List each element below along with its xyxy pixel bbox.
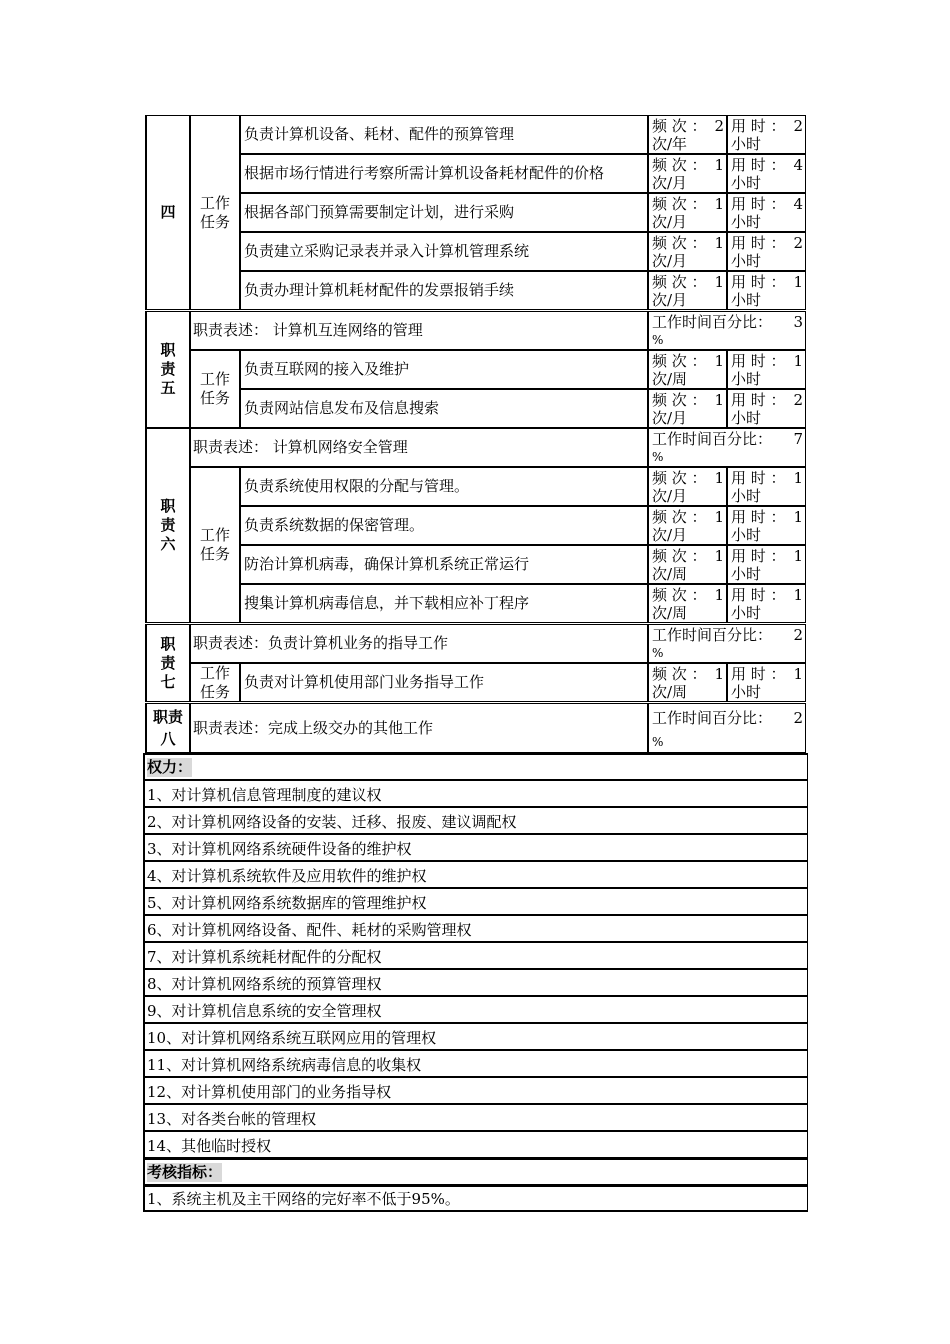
time-line [731, 586, 803, 604]
time-line [731, 469, 803, 487]
task-text: 防治计算机病毒，确保计算机系统正常运行 [244, 555, 530, 573]
assessment-item [143, 1185, 808, 1212]
time-unit: 小时 [731, 683, 762, 701]
freq-line [652, 665, 724, 683]
duty-number-cell [145, 311, 190, 428]
power-item [143, 1023, 808, 1050]
freq-label: 频 次 ： [652, 195, 707, 213]
duty-number-cell [145, 428, 190, 623]
percent-line [652, 626, 803, 644]
power-item [143, 969, 808, 996]
time-line [731, 665, 803, 683]
duty-statement [190, 311, 648, 350]
percent-unit: % [652, 333, 664, 347]
task-text: 负责办理计算机耗材配件的发票报销手续 [244, 281, 515, 299]
power-item-text: 8、对计算机网络系统的预算管理权 [147, 975, 382, 993]
freq-value: 1 [714, 665, 724, 683]
work-time-percent [648, 624, 806, 663]
time-value: 1 [793, 273, 803, 291]
freq-line [652, 547, 724, 565]
time-line [731, 352, 803, 370]
time-label: 用 时 ： [731, 273, 786, 291]
power-item [143, 996, 808, 1023]
task-frequency [648, 506, 727, 545]
assessment-heading: 考核指标： [147, 1162, 223, 1181]
time-value: 4 [793, 195, 803, 213]
task-description [240, 545, 648, 584]
time-line [731, 234, 803, 252]
duty-statement-text: 职责表述：完成上级交办的其他工作 [193, 718, 434, 737]
time-value: 2 [793, 117, 803, 135]
freq-line [652, 195, 724, 213]
task-description [240, 232, 648, 271]
power-item-text: 5、对计算机网络系统数据库的管理维护权 [147, 894, 427, 912]
power-item-text: 3、对计算机网络系统硬件设备的维护权 [147, 840, 412, 858]
freq-label: 频 次 ： [652, 234, 707, 252]
power-item [143, 1104, 808, 1131]
percent-label: 工作时间百分比： [652, 430, 773, 448]
power-item-text: 2、对计算机网络设备的安装、迁移、报废、建议调配权 [147, 813, 517, 831]
task-frequency [648, 232, 727, 271]
time-unit: 小时 [731, 370, 762, 388]
task-description [240, 506, 648, 545]
time-line [731, 391, 803, 409]
time-value: 1 [793, 586, 803, 604]
freq-line [652, 469, 724, 487]
percent-line [652, 430, 803, 448]
time-unit: 小时 [731, 409, 762, 427]
freq-value: 1 [714, 195, 724, 213]
time-unit: 小时 [731, 213, 762, 231]
task-description [240, 271, 648, 310]
freq-unit: 次/月 [652, 487, 688, 505]
task-description [240, 193, 648, 232]
duty-number-cell [145, 115, 190, 310]
work-time-percent [648, 703, 806, 753]
time-label: 用 时 ： [731, 117, 786, 135]
task-description [240, 350, 648, 389]
freq-unit: 次/月 [652, 252, 688, 270]
freq-label: 频 次 ： [652, 391, 707, 409]
task-frequency [648, 350, 727, 389]
power-item-text: 1、对计算机信息管理制度的建议权 [147, 786, 382, 804]
time-value: 1 [793, 547, 803, 565]
task-description [240, 154, 648, 193]
duty-number-cell [145, 624, 190, 702]
powers-heading: 权力： [147, 757, 193, 776]
task-description [240, 115, 648, 154]
work-time-percent [648, 311, 806, 350]
task-text: 负责系统使用权限的分配与管理。 [244, 477, 470, 495]
freq-value: 1 [714, 391, 724, 409]
percent-label: 工作时间百分比： [652, 626, 773, 644]
task-frequency [648, 584, 727, 623]
task-frequency [648, 389, 727, 428]
percent-value: 7 [793, 430, 803, 448]
power-item-text: 14、其他临时授权 [147, 1137, 272, 1155]
time-label: 用 时 ： [731, 547, 786, 565]
time-unit: 小时 [731, 291, 762, 309]
duty-statement-text: 职责表述：负责计算机业务的指导工作 [193, 634, 449, 652]
freq-unit: 次/周 [652, 683, 688, 701]
task-label: 工作任务 [199, 193, 230, 231]
power-item [143, 861, 808, 888]
duty-number: 四 [160, 203, 176, 221]
task-label-cell [190, 467, 240, 623]
task-text: 负责互联网的接入及维护 [244, 360, 410, 378]
task-duration [727, 545, 806, 584]
task-text: 负责系统数据的保密管理。 [244, 516, 425, 534]
duty-number: 职责七 [160, 634, 176, 691]
power-item [143, 1131, 808, 1158]
time-value: 2 [793, 234, 803, 252]
task-description [240, 389, 648, 428]
time-label: 用 时 ： [731, 391, 786, 409]
freq-unit: 次/月 [652, 526, 688, 544]
time-unit: 小时 [731, 252, 762, 270]
time-value: 1 [793, 508, 803, 526]
task-text: 负责建立采购记录表并录入计算机管理系统 [244, 242, 530, 260]
task-duration [727, 271, 806, 310]
freq-label: 频 次 ： [652, 156, 707, 174]
time-unit: 小时 [731, 604, 762, 622]
duty-statement [190, 703, 648, 753]
task-frequency [648, 115, 727, 154]
duty-statement [190, 428, 648, 467]
work-time-percent [648, 428, 806, 467]
task-duration [727, 350, 806, 389]
freq-label: 频 次 ： [652, 352, 707, 370]
time-value: 1 [793, 469, 803, 487]
task-description [240, 663, 648, 702]
power-item [143, 942, 808, 969]
task-duration [727, 193, 806, 232]
duty-number: 职责六 [160, 497, 176, 553]
percent-label: 工作时间百分比： [652, 313, 773, 331]
time-unit: 小时 [731, 135, 762, 153]
freq-value: 1 [714, 352, 724, 370]
task-label: 工作任务 [199, 370, 230, 407]
task-duration [727, 232, 806, 271]
power-item [143, 888, 808, 915]
time-line [731, 508, 803, 526]
freq-value: 1 [714, 508, 724, 526]
freq-value: 1 [714, 469, 724, 487]
time-unit: 小时 [731, 487, 762, 505]
freq-unit: 次/月 [652, 291, 688, 309]
power-item [143, 807, 808, 834]
powers-heading-row [143, 753, 808, 780]
freq-line [652, 273, 724, 291]
freq-unit: 次/月 [652, 213, 688, 231]
task-duration [727, 663, 806, 702]
percent-value: 2 [793, 709, 803, 727]
task-description [240, 584, 648, 623]
task-text: 负责网站信息发布及信息搜索 [244, 399, 440, 417]
task-frequency [648, 154, 727, 193]
time-value: 2 [793, 391, 803, 409]
power-item [143, 834, 808, 861]
task-text: 根据各部门预算需要制定计划，进行采购 [244, 203, 515, 221]
duty-statement-text: 职责表述： 计算机互连网络的管理 [193, 321, 423, 339]
power-item [143, 915, 808, 942]
percent-value: 3 [793, 313, 803, 331]
duty-number: 职责八 [152, 708, 183, 748]
freq-value: 1 [714, 234, 724, 252]
freq-line [652, 508, 724, 526]
time-value: 1 [793, 665, 803, 683]
power-item [143, 780, 808, 807]
freq-unit: 次/月 [652, 409, 688, 427]
percent-line [652, 313, 803, 331]
freq-label: 频 次 ： [652, 547, 707, 565]
time-label: 用 时 ： [731, 156, 786, 174]
freq-label: 频 次 ： [652, 117, 707, 135]
time-unit: 小时 [731, 526, 762, 544]
duty-statement [190, 624, 648, 663]
task-frequency [648, 193, 727, 232]
time-label: 用 时 ： [731, 352, 786, 370]
time-value: 4 [793, 156, 803, 174]
percent-value: 2 [793, 626, 803, 644]
task-text: 根据市场行情进行考察所需计算机设备耗材配件的价格 [244, 164, 605, 182]
freq-line [652, 391, 724, 409]
freq-line [652, 234, 724, 252]
task-duration [727, 154, 806, 193]
task-text: 负责对计算机使用部门业务指导工作 [244, 673, 485, 691]
time-label: 用 时 ： [731, 665, 786, 683]
duty-number: 职责五 [160, 341, 176, 397]
freq-line [652, 156, 724, 174]
power-item-text: 10、对计算机网络系统互联网应用的管理权 [147, 1029, 437, 1047]
time-line [731, 117, 803, 135]
time-label: 用 时 ： [731, 469, 786, 487]
task-label: 工作任务 [199, 663, 230, 701]
freq-value: 1 [714, 273, 724, 291]
power-item-text: 13、对各类台帐的管理权 [147, 1110, 317, 1128]
freq-label: 频 次 ： [652, 508, 707, 526]
freq-unit: 次/月 [652, 174, 688, 192]
freq-unit: 次/周 [652, 604, 688, 622]
task-frequency [648, 663, 727, 702]
task-frequency [648, 467, 727, 506]
time-line [731, 156, 803, 174]
time-value: 1 [793, 352, 803, 370]
time-label: 用 时 ： [731, 234, 786, 252]
task-duration [727, 584, 806, 623]
freq-line [652, 352, 724, 370]
percent-unit: % [652, 735, 664, 749]
freq-unit: 次/年 [652, 135, 688, 153]
power-item-text: 9、对计算机信息系统的安全管理权 [147, 1002, 382, 1020]
time-line [731, 547, 803, 565]
freq-unit: 次/周 [652, 565, 688, 583]
percent-unit: % [652, 450, 664, 464]
time-line [731, 195, 803, 213]
freq-unit: 次/周 [652, 370, 688, 388]
assessment-item-text: 1、系统主机及主干网络的完好率不低于95%。 [147, 1190, 460, 1208]
power-item-text: 7、对计算机系统耗材配件的分配权 [147, 948, 382, 966]
freq-value: 1 [714, 586, 724, 604]
percent-line [652, 709, 803, 727]
power-item-text: 4、对计算机系统软件及应用软件的维护权 [147, 867, 427, 885]
freq-label: 频 次 ： [652, 586, 707, 604]
freq-line [652, 586, 724, 604]
freq-line [652, 117, 724, 135]
task-duration [727, 467, 806, 506]
task-label-cell [190, 350, 240, 428]
time-line [731, 273, 803, 291]
task-duration [727, 115, 806, 154]
task-frequency [648, 545, 727, 584]
percent-unit: % [652, 646, 664, 660]
task-text: 搜集计算机病毒信息，并下载相应补丁程序 [244, 594, 530, 612]
task-duration [727, 389, 806, 428]
freq-value: 1 [714, 547, 724, 565]
time-label: 用 时 ： [731, 508, 786, 526]
freq-label: 频 次 ： [652, 665, 707, 683]
duty-statement-text: 职责表述： 计算机网络安全管理 [193, 438, 408, 456]
task-label-cell [190, 663, 240, 702]
freq-value: 2 [714, 117, 724, 135]
power-item [143, 1050, 808, 1077]
duty-number-cell [145, 703, 190, 753]
task-frequency [648, 271, 727, 310]
time-unit: 小时 [731, 565, 762, 583]
power-item-text: 6、对计算机网络设备、配件、耗材的采购管理权 [147, 921, 472, 939]
power-item-text: 11、对计算机网络系统病毒信息的收集权 [147, 1056, 422, 1074]
task-duration [727, 506, 806, 545]
percent-label: 工作时间百分比： [652, 709, 773, 727]
task-text: 负责计算机设备、耗材、配件的预算管理 [244, 125, 515, 143]
freq-value: 1 [714, 156, 724, 174]
time-unit: 小时 [731, 174, 762, 192]
time-label: 用 时 ： [731, 195, 786, 213]
task-label: 工作任务 [199, 526, 230, 563]
freq-label: 频 次 ： [652, 469, 707, 487]
time-label: 用 时 ： [731, 586, 786, 604]
task-label-cell [190, 115, 240, 310]
assessment-heading-row [143, 1158, 808, 1185]
power-item-text: 12、对计算机使用部门的业务指导权 [147, 1083, 392, 1101]
power-item [143, 1077, 808, 1104]
task-description [240, 467, 648, 506]
freq-label: 频 次 ： [652, 273, 707, 291]
